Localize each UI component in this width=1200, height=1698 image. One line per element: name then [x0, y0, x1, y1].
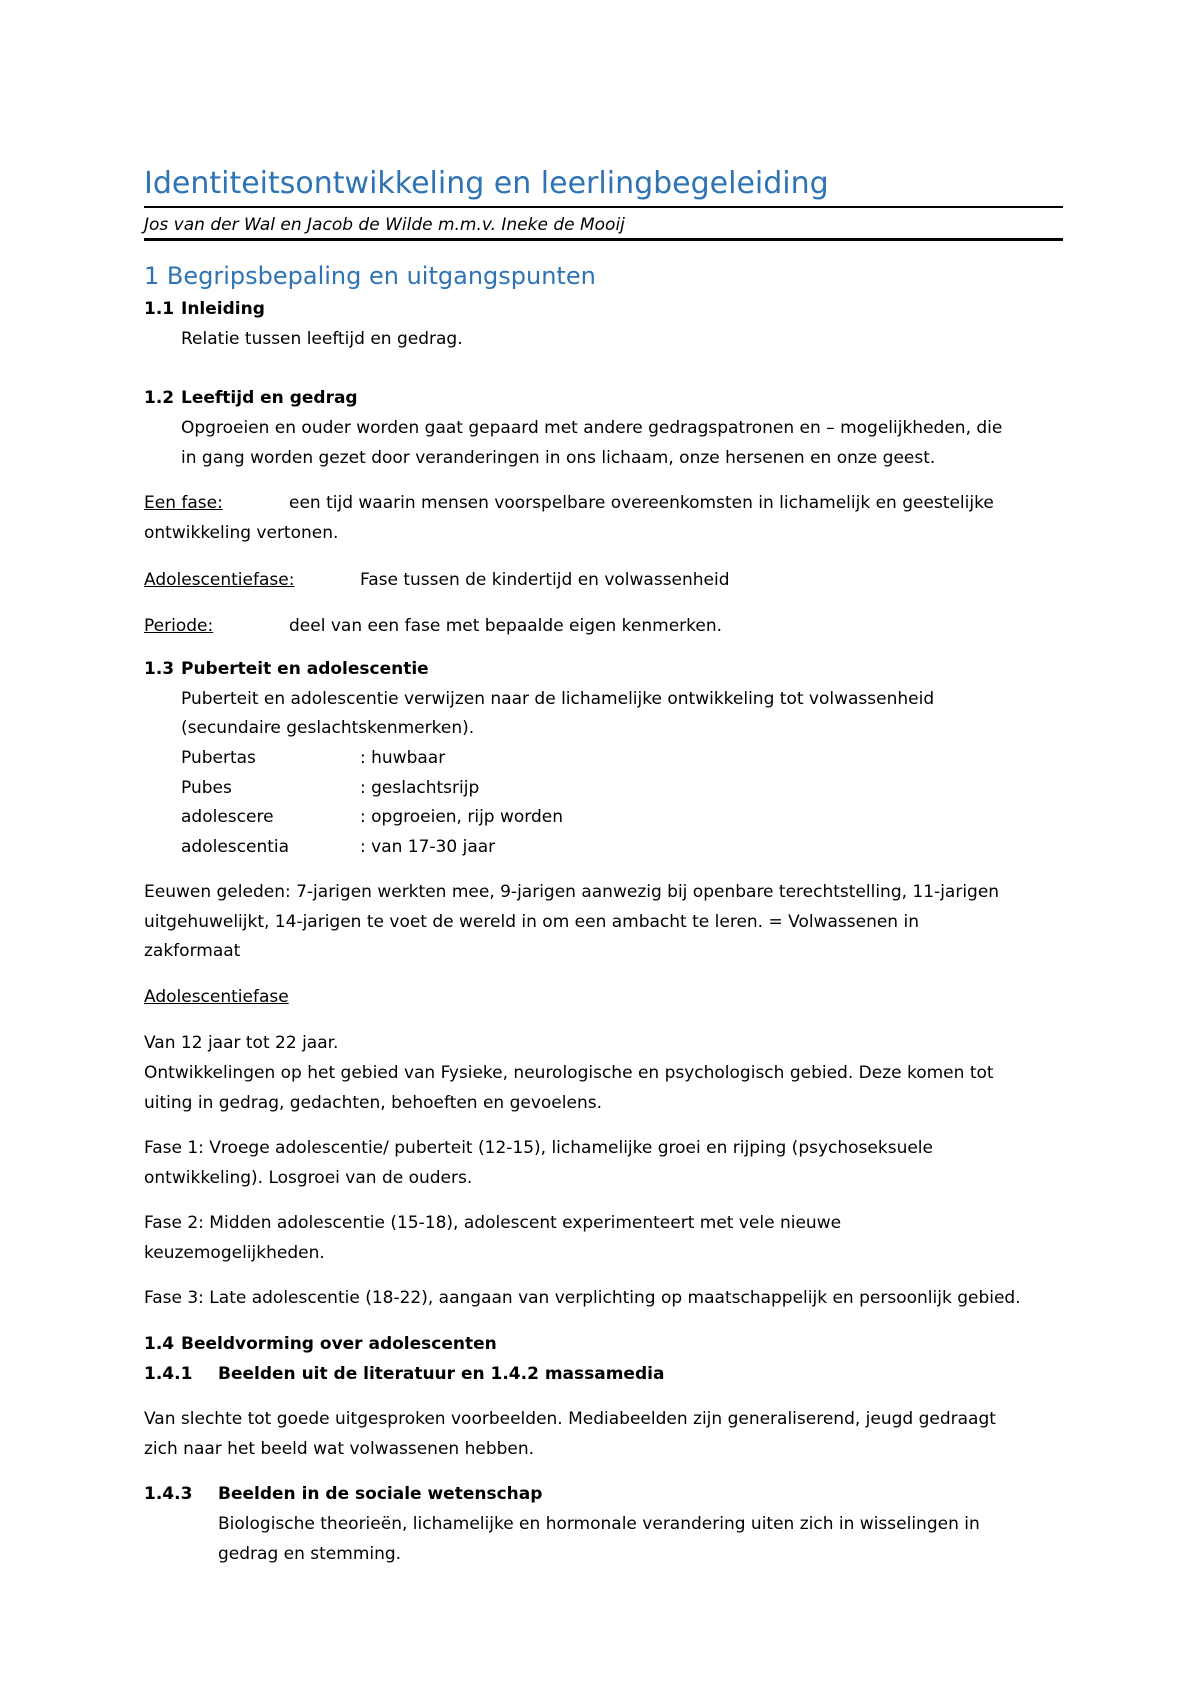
paragraph-line: in gang worden gezet door veranderingen in ons lichaam, onze hersenen en onze geest. [181, 448, 936, 468]
authors-divider [144, 238, 1063, 241]
paragraph-line: Eeuwen geleden: 7-jarigen werkten mee, 9-jarigen aanwezig bij openbare terechtstelling, 11-jarigen [144, 882, 1000, 902]
section-title-1-3: Puberteit en adolescentie [181, 659, 429, 679]
term-label: adolescentia [181, 837, 290, 857]
definition-term-fase: Een fase: [144, 493, 223, 513]
definition-term-adolescentiefase: Adolescentiefase: [144, 570, 295, 590]
definition-text-fase-cont: ontwikkeling vertonen. [144, 523, 339, 543]
term-definition: : geslachtsrijp [360, 778, 480, 798]
paragraph-line: keuzemogelijkheden. [144, 1243, 325, 1263]
section-title-1-4: Beeldvorming over adolescenten [181, 1334, 497, 1354]
section-number-1-4-1: 1.4.1 [144, 1364, 193, 1384]
paragraph-line: Ontwikkelingen op het gebied van Fysieke, neurologische en psychologisch gebied. Deze komen tot [144, 1063, 994, 1083]
paragraph-line: zakformaat [144, 941, 241, 961]
paragraph-line: uiting in gedrag, gedachten, behoeften en gevoelens. [144, 1093, 602, 1113]
section-number-1-4: 1.4 [144, 1334, 175, 1354]
term-label: Pubes [181, 778, 232, 798]
section-title-1-4-3: Beelden in de sociale wetenschap [218, 1484, 543, 1504]
chapter-heading: 1 Begripsbepaling en uitgangspunten [144, 262, 596, 290]
section-title-1-2: Leeftijd en gedrag [181, 388, 358, 408]
paragraph-line: zich naar het beeld wat volwassenen hebben. [144, 1439, 535, 1459]
paragraph-line: Biologische theorieën, lichamelijke en hormonale verandering uiten zich in wisselingen in [218, 1514, 980, 1534]
term-label: adolescere [181, 807, 274, 827]
paragraph-line: gedrag en stemming. [218, 1544, 402, 1564]
paragraph-line: ontwikkeling). Losgroei van de ouders. [144, 1168, 473, 1188]
section-title-1-4-1: Beelden uit de literatuur en 1.4.2 massamedia [218, 1364, 665, 1384]
definition-text-adolescentiefase: Fase tussen de kindertijd en volwassenheid [360, 570, 730, 590]
definition-term-periode: Periode: [144, 616, 214, 636]
paragraph-line: (secundaire geslachtskenmerken). [181, 718, 475, 738]
paragraph-line: Fase 3: Late adolescentie (18-22), aangaan van verplichting op maatschappelijk en persoonlijk gebied. [144, 1288, 1021, 1308]
section-number-1-1: 1.1 [144, 299, 175, 319]
paragraph-line: Fase 1: Vroege adolescentie/ puberteit (12-15), lichamelijke groei en rijping (psychoseksuele [144, 1138, 933, 1158]
paragraph-line: Puberteit en adolescentie verwijzen naar de lichamelijke ontwikkeling tot volwassenheid [181, 689, 935, 709]
paragraph-line: Van slechte tot goede uitgesproken voorbeelden. Mediabeelden zijn generaliserend, jeugd gedraagt [144, 1409, 996, 1429]
section-number-1-3: 1.3 [144, 659, 175, 679]
section-title-1-1: Inleiding [181, 299, 265, 319]
definition-text-periode: deel van een fase met bepaalde eigen kenmerken. [289, 616, 723, 636]
paragraph-line: Van 12 jaar tot 22 jaar. [144, 1033, 339, 1053]
section-text-1-1: Relatie tussen leeftijd en gedrag. [181, 329, 463, 349]
document-title: Identiteitsontwikkeling en leerlingbegeleiding [144, 166, 829, 201]
term-definition: : opgroeien, rijp worden [360, 807, 564, 827]
paragraph-line: Fase 2: Midden adolescentie (15-18), adolescent experimenteert met vele nieuwe [144, 1213, 842, 1233]
paragraph-line: uitgehuwelijkt, 14-jarigen te voet de wereld in om een ambacht te leren. = Volwassenen in [144, 912, 919, 932]
section-number-1-2: 1.2 [144, 388, 175, 408]
definition-text-fase: een tijd waarin mensen voorspelbare overeenkomsten in lichamelijk en geestelijke [289, 493, 994, 513]
term-definition: : huwbaar [360, 748, 446, 768]
title-divider [144, 206, 1063, 208]
document-authors: Jos van der Wal en Jacob de Wilde m.m.v. Ineke de Mooij [144, 215, 625, 235]
underlined-heading: Adolescentiefase [144, 987, 289, 1007]
term-label: Pubertas [181, 748, 256, 768]
term-definition: : van 17-30 jaar [360, 837, 496, 857]
paragraph-line: Opgroeien en ouder worden gaat gepaard met andere gedragspatronen en – mogelijkheden, die [181, 418, 1003, 438]
section-number-1-4-3: 1.4.3 [144, 1484, 193, 1504]
